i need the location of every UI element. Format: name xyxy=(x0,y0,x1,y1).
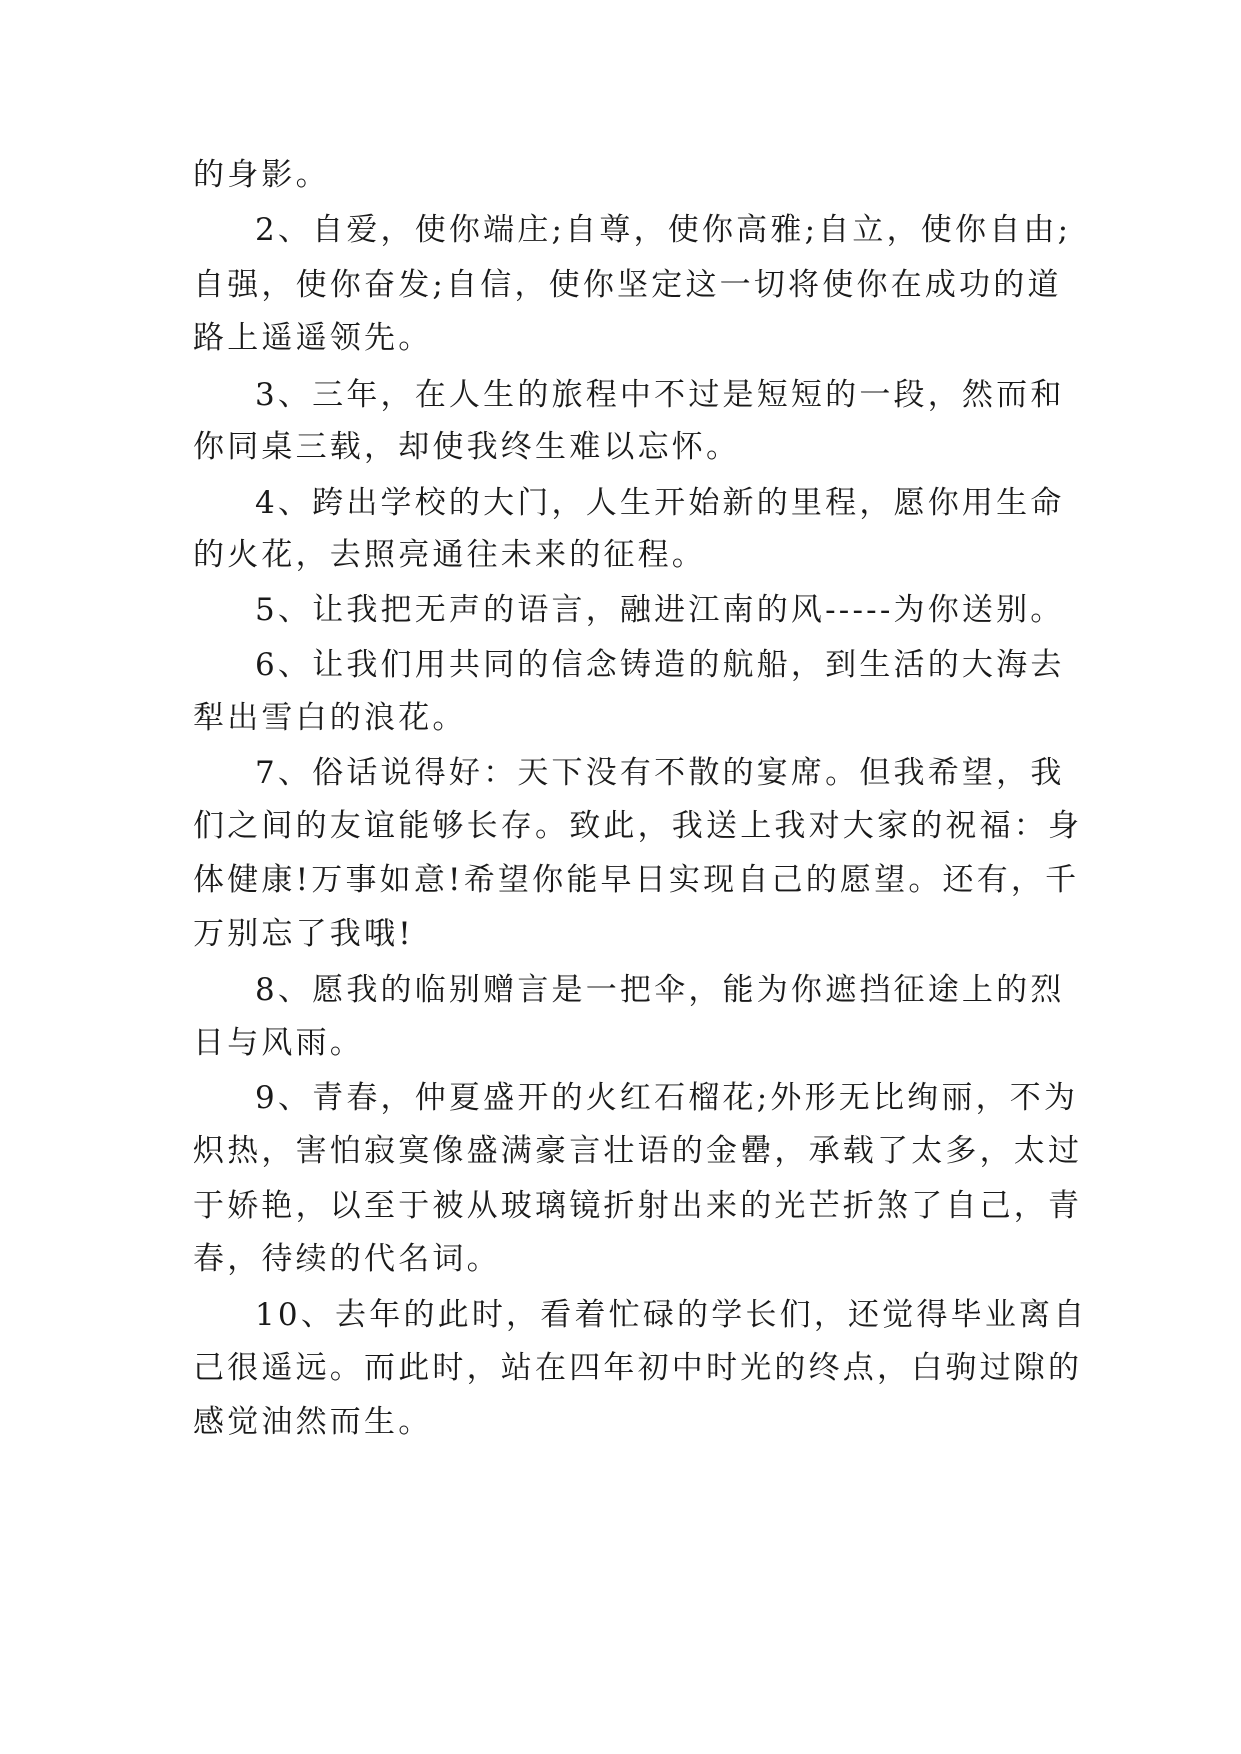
text-line: 2、自爱，使你端庄;自尊，使你高雅;自立，使你自由; xyxy=(255,212,1072,248)
text-line: 6、让我们用共同的信念铸造的航船，到生活的大海去 xyxy=(255,647,1065,683)
text-line: 体健康!万事如意!希望你能早日实现自己的愿望。还有，千 xyxy=(193,862,1080,898)
text-line: 7、俗话说得好：天下没有不散的宴席。但我希望，我 xyxy=(255,755,1065,791)
text-line: 路上遥遥领先。 xyxy=(193,320,433,356)
text-line: 4、跨出学校的大门，人生开始新的里程，愿你用生命 xyxy=(255,485,1065,521)
text-line: 万别忘了我哦! xyxy=(193,916,414,952)
text-line: 8、愿我的临别赠言是一把伞，能为你遮挡征途上的烈 xyxy=(255,972,1065,1008)
text-line: 感觉油然而生。 xyxy=(193,1404,433,1440)
text-line: 的身影。 xyxy=(193,157,330,193)
text-line: 自强，使你奋发;自信，使你坚定这一切将使你在成功的道 xyxy=(193,267,1062,303)
text-line: 犁出雪白的浪花。 xyxy=(193,700,467,736)
text-line: 5、让我把无声的语言，融进江南的风-----为你送别。 xyxy=(255,592,1065,628)
text-line: 己很遥远。而此时，站在四年初中时光的终点，白驹过隙的 xyxy=(193,1350,1083,1386)
text-line: 炽热，害怕寂寞像盛满豪言壮语的金罍，承载了太多，太过 xyxy=(193,1133,1083,1169)
text-line: 9、青春，仲夏盛开的火红石榴花;外形无比绚丽，不为 xyxy=(255,1080,1079,1116)
text-line: 春，待续的代名词。 xyxy=(193,1241,501,1277)
text-line: 你同桌三载，却使我终生难以忘怀。 xyxy=(193,429,741,465)
text-line: 于娇艳，以至于被从玻璃镜折射出来的光芒折煞了自己，青 xyxy=(193,1188,1083,1224)
text-line: 日与风雨。 xyxy=(193,1025,364,1061)
text-line: 的火花，去照亮通往未来的征程。 xyxy=(193,537,706,573)
text-line: 们之间的友谊能够长存。致此，我送上我对大家的祝福：身 xyxy=(193,808,1083,844)
text-line: 3、三年，在人生的旅程中不过是短短的一段，然而和 xyxy=(255,377,1065,413)
text-line: 10、去年的此时，看着忙碌的学长们，还觉得毕业离自 xyxy=(255,1297,1088,1333)
